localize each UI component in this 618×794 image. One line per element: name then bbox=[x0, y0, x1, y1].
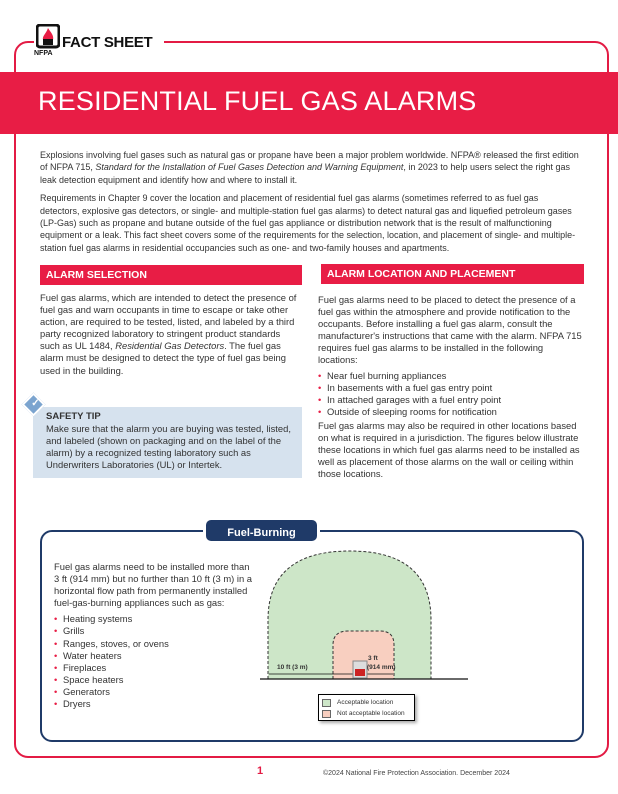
location-intro: Fuel gas alarms need to be placed to detect the presence of a fuel gas within the atmosphere and provide notification to the occupants. Before installing a fuel gas alarm, consult the manufacturer's instructions that came with the alarm. NFPA 715 requires fuel gas alarms to be installed in the following locations: bbox=[318, 294, 582, 366]
list-item: • Heating systems bbox=[54, 613, 254, 625]
logo-text: NFPA bbox=[34, 50, 53, 57]
page-title: RESIDENTIAL FUEL GAS ALARMS bbox=[38, 86, 477, 116]
alarm-selection-text bbox=[40, 292, 302, 377]
list-item: • Grills bbox=[54, 625, 254, 637]
list-item: • In basements with a fuel gas entry point bbox=[318, 382, 584, 394]
location-outro: Fuel gas alarms may also be required in other locations based on what is required in a jurisdiction. The figures below illustrate these locations in which fuel gas alarms need to be installed as well as placement of those alarms on the wall or ceiling within those locations. bbox=[318, 419, 580, 480]
safety-tip-text: Make sure that the alarm you are buying was tested, listed, and labeled (shown on packaging and on the label of the alarm) by a recognized testing laboratory such as Underwriters Laboratories (UL) or Intertek. bbox=[46, 423, 291, 471]
safety-tip-box bbox=[33, 407, 302, 478]
page-number: 1 bbox=[257, 765, 264, 777]
list-item: • Fireplaces bbox=[54, 662, 254, 674]
list-item: • Space heaters bbox=[54, 674, 254, 686]
intro-paragraph-1 bbox=[40, 149, 580, 186]
fact-sheet-label: FACT SHEET bbox=[62, 34, 153, 51]
list-item: • Dryers bbox=[54, 698, 254, 710]
alarm-location-text bbox=[318, 294, 584, 480]
far-distance-label: 10 ft (3 m) bbox=[277, 664, 308, 671]
list-item: • Near fuel burning appliances bbox=[318, 370, 584, 382]
safety-tip-heading: SAFETY TIP bbox=[46, 411, 101, 422]
intro-text: Explosions involving fuel gases such as natural gas or propane have been a major problem worldwide. NFPA® released the first edition of NFPA 715, bbox=[40, 150, 579, 173]
intro bbox=[40, 149, 580, 260]
selection-text: Fuel gas alarms, which are intended to detect the presence of fuel gas and warn occupants in time to escape or take other action, are required to be tested, listed, and labeled by a third party recognized laboratory to stringent product standards such as UL 1484, bbox=[40, 292, 297, 352]
legend-swatch-not-acceptable bbox=[322, 710, 331, 718]
list-item: • Outside of sleeping rooms for notification bbox=[318, 406, 584, 418]
legend-label: Acceptable location bbox=[337, 699, 394, 706]
appliances-text bbox=[54, 561, 254, 710]
standard-title: Standard for the Installation of Fuel Gases Detection and Warning Equipment bbox=[95, 162, 404, 173]
appliances-list bbox=[54, 613, 254, 710]
list-item: • In attached garages with a fuel entry point bbox=[318, 394, 584, 406]
selection-text: . The fuel gas alarm must be designed to detect the type of fuel gas being used in the building. bbox=[40, 340, 286, 376]
alarm-location-heading: ALARM LOCATION AND PLACEMENT bbox=[321, 264, 584, 284]
copyright: ©2024 National Fire Protection Association. December 2024 bbox=[323, 770, 510, 777]
legend-label: Not acceptable location bbox=[337, 710, 405, 717]
list-item: • Ranges, stoves, or ovens bbox=[54, 638, 254, 650]
fuel-burning-heading: Fuel-Burning Appliances bbox=[203, 517, 320, 544]
alarm-selection-heading: ALARM SELECTION bbox=[40, 265, 302, 285]
list-item: • Generators bbox=[54, 686, 254, 698]
intro-paragraph-2: Requirements in Chapter 9 cover the location and placement of residential fuel gas alarms (sometimes referred to as fuel gas detectors, explosive gas detectors, or single- and multiple-station fuel gas alarms) to detect natural gas and liquefied petroleum gases (LP-Gas) such as propane and butane outside of the fuel gas appliance or distribution network that is the result of malfunctioning equipment or a leak. This fact sheet covers some of the requirements for the selection, location, and placement of single- and multiple-station fuel gas alarms in residential occupancies such as one- and two-family houses and apartments. bbox=[40, 193, 576, 253]
ul-standard-title: Residential Gas Detectors bbox=[115, 340, 225, 352]
list-item: • Water heaters bbox=[54, 650, 254, 662]
diagram-legend bbox=[318, 694, 415, 721]
appliances-intro: Fuel gas alarms need to be installed more than 3 ft (914 mm) but no further than 10 ft (3 m) in a horizontal flow path from permanently installed fuel-gas-burning appliances such as gas: bbox=[54, 561, 253, 609]
near-distance-label-mm: (914 mm) bbox=[367, 664, 396, 671]
checkmark-icon: ✓ bbox=[21, 392, 45, 416]
intro-text: , in 2023 to help users select the right gas leak detection equipment and identify how and where to install it. bbox=[40, 162, 570, 185]
location-list bbox=[318, 370, 584, 418]
nfpa-logo bbox=[36, 24, 60, 50]
legend-swatch-acceptable bbox=[322, 699, 331, 707]
near-distance-label: 3 ft bbox=[368, 655, 378, 662]
